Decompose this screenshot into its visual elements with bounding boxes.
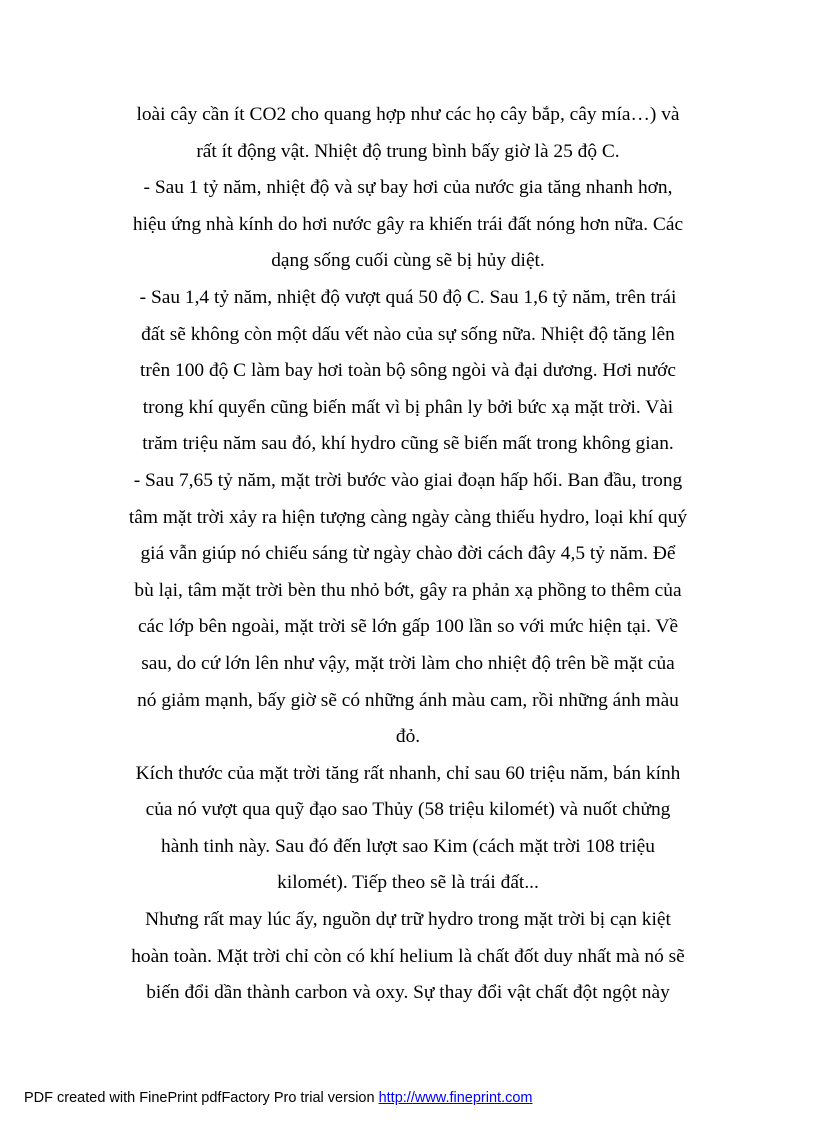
text-line: kilomét). Tiếp theo sẽ là trái đất... <box>277 872 539 894</box>
text-line: các lớp bên ngoài, mặt trời sẽ lớn gấp 100 lần so với mức hiện tại. Về <box>137 616 679 638</box>
text-line: - Sau 1,4 tỷ năm, nhiệt độ vượt quá 50 độ C. Sau 1,6 tỷ năm, trên trái <box>139 286 677 308</box>
footer-link[interactable]: http://www.fineprint.com <box>378 1090 533 1106</box>
text-line: nó giảm mạnh, bấy giờ sẽ có những ánh màu cam, rồi những ánh màu <box>137 689 679 711</box>
text-line: của nó vượt qua quỹ đạo sao Thủy (58 triệu kilomét) và nuốt chửng <box>145 799 671 821</box>
text-line: trong khí quyển cũng biến mất vì bị phân ly bởi bức xạ mặt trời. Vài <box>142 396 674 418</box>
text-line: hiệu ứng nhà kính do hơi nước gây ra khiến trái đất nóng hơn nữa. Các <box>132 213 684 235</box>
text-line: dạng sống cuối cùng sẽ bị hủy diệt. <box>271 250 545 272</box>
pdf-footer <box>24 1090 533 1106</box>
text-line: hành tinh này. Sau đó đến lượt sao Kim (cách mặt trời 108 triệu <box>161 835 655 857</box>
body-text <box>100 97 716 1012</box>
text-line: rất ít động vật. Nhiệt độ trung bình bấy giờ là 25 độ C. <box>196 140 620 162</box>
text-line: trăm triệu năm sau đó, khí hydro cũng sẽ biến mất trong không gian. <box>142 433 674 455</box>
text-line: biến đổi dần thành carbon và oxy. Sự thay đổi vật chất đột ngột này <box>146 982 670 1004</box>
text-line: hoàn toàn. Mặt trời chỉ còn có khí helium là chất đốt duy nhất mà nó sẽ <box>131 945 685 967</box>
text-line: sau, do cứ lớn lên như vậy, mặt trời làm cho nhiệt độ trên bề mặt của <box>141 652 675 674</box>
text-line: loài cây cần ít CO2 cho quang hợp như các họ cây bắp, cây mía…) và <box>136 104 680 125</box>
text-line: Kích thước của mặt trời tăng rất nhanh, chỉ sau 60 triệu năm, bán kính <box>135 762 681 784</box>
text-line: - Sau 1 tỷ năm, nhiệt độ và sự bay hơi của nước gia tăng nhanh hơn, <box>143 177 673 199</box>
text-line: đất sẽ không còn một dấu vết nào của sự sống nữa. Nhiệt độ tăng lên <box>141 323 675 345</box>
text-line: giá vẫn giúp nó chiếu sáng từ ngày chào đời cách đây 4,5 tỷ năm. Để <box>140 543 676 565</box>
footer-text: PDF created with FinePrint pdfFactory Pro trial version <box>24 1090 379 1106</box>
text-line: bù lại, tâm mặt trời bèn thu nhỏ bớt, gây ra phản xạ phồng to thêm của <box>134 579 682 601</box>
text-line: - Sau 7,65 tỷ năm, mặt trời bước vào giai đoạn hấp hối. Ban đầu, trong <box>133 469 683 491</box>
text-line: trên 100 độ C làm bay hơi toàn bộ sông ngòi và đại dương. Hơi nước <box>140 360 676 382</box>
text-line: tâm mặt trời xảy ra hiện tượng càng ngày càng thiếu hydro, loại khí quý <box>128 506 688 528</box>
text-line: đỏ. <box>395 726 421 748</box>
text-line: Nhưng rất may lúc ấy, nguồn dự trữ hydro trong mặt trời bị cạn kiệt <box>145 909 671 931</box>
